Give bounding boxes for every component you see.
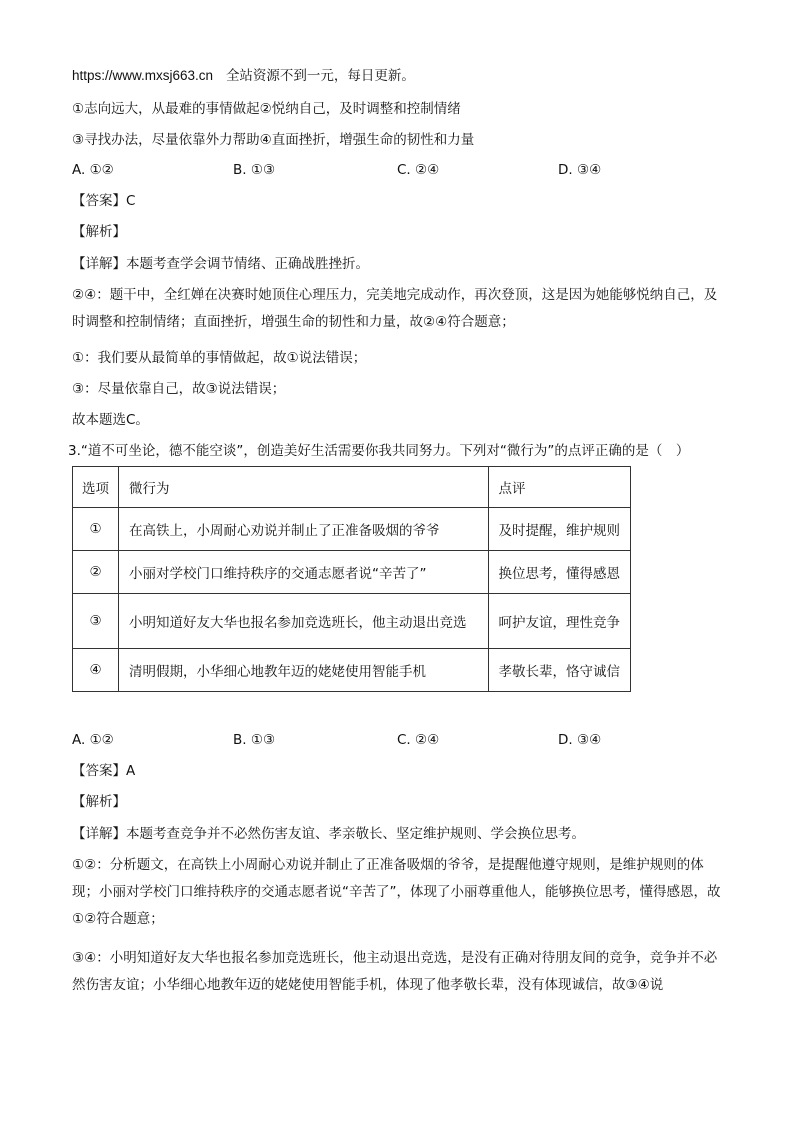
answer-label: 【答案】 [72,763,126,779]
q2-explanation-point-3: ③：尽量依靠自己，故③说法错误； [72,381,286,397]
table-row [73,508,631,551]
answer-value: A [126,763,136,779]
table-cell-option: ④ [73,649,119,692]
table-row [73,649,631,692]
q3-explanation-para-1: ①②：分析题文，在高铁上小周耐心劝说并制止了正准备吸烟的爷爷，是提醒他遵守规则，是维护规则的体现；小丽对学校门口维持秩序的交通志愿者说“辛苦了”，体现了小丽尊重他人，能够换位思考，懂得感恩，故①②符合题意； [72,857,721,927]
table-header: 微行为 [119,467,489,508]
table-header: 选项 [73,467,119,508]
q2-statement-1: ①志向远大，从最难的事情做起②悦纳自己，及时调整和控制情绪 [72,101,461,117]
answer-value: C [126,193,136,209]
table-cell-option: ① [73,508,119,551]
q2-statement-2: ③寻找办法，尽量依靠外力帮助④直面挫折，增强生命的韧性和力量 [72,132,475,148]
q3-detail: 【详解】本题考查竞争并不必然伤害友谊、孝亲敬长、坚定维护规则、学会换位思考。 [72,826,585,842]
table-cell-behavior: 清明假期，小华细心地教年迈的姥姥使用智能手机 [119,649,489,692]
table-cell-behavior: 小丽对学校门口维持秩序的交通志愿者说“辛苦了” [119,551,489,594]
table-cell-behavior: 小明知道好友大华也报名参加竞选班长，他主动退出竞选 [119,594,489,649]
answer-label: 【答案】 [72,193,126,209]
q2-explanation-para: ②④：题干中，全红婵在决赛时她顶住心理压力，完美地完成动作，再次登顶，这是因为她能够悦纳自己，及时调整和控制情绪；直面挫折，增强生命的韧性和力量，故②④符合题意； [72,287,718,330]
q3-table [72,466,631,692]
table-row [73,594,631,649]
q3-options [72,730,726,750]
q3-option-b: B. ①③ [233,732,276,748]
q2-explanation-point-1: ①：我们要从最简单的事情做起，故①说法错误； [72,350,367,366]
q2-option-b: B. ①③ [233,162,276,178]
q3-answer [72,761,135,781]
table-cell-option: ③ [73,594,119,649]
q3-option-a: A. ①② [72,732,114,748]
source-header [72,66,415,86]
table-cell-comment: 呵护友谊，理性竞争 [488,594,631,649]
source-url[interactable]: https://www.mxsj663.cn [72,68,214,83]
table-cell-comment: 换位思考，懂得感恩 [488,551,631,594]
q2-option-c: C. ②④ [397,162,440,178]
table-header: 点评 [488,467,631,508]
q3-option-c: C. ②④ [397,732,440,748]
table-cell-comment: 及时提醒，维护规则 [488,508,631,551]
table-cell-behavior: 在高铁上，小周耐心劝说并制止了正准备吸烟的爷爷 [119,508,489,551]
q2-conclusion: 故本题选C。 [72,412,149,428]
table-header-row [73,467,631,508]
q3-explanation-para-2: ③④：小明知道好友大华也报名参加竞选班长，他主动退出竞选，是没有正确对待朋友间的竞争，竞争并不必然伤害友谊；小华细心地教年迈的姥姥使用智能手机，体现了他孝敬长辈，没有体现诚信，故③④说 [72,950,718,993]
table-cell-comment: 孝敬长辈，恪守诚信 [488,649,631,692]
q2-option-d: D. ③④ [558,162,602,178]
table-row [73,551,631,594]
source-note: 全站资源不到一元，每日更新。 [225,68,415,84]
q2-answer [72,191,135,211]
q2-option-a: A. ①② [72,162,114,178]
q2-options [72,160,726,180]
q2-detail: 【详解】本题考查学会调节情绪、正确战胜挫折。 [72,256,369,272]
q3-analysis-label: 【解析】 [72,794,126,810]
q3-stem: 3.“道不可坐论，德不能空谈”，创造美好生活需要你我共同努力。下列对“微行为”的点评正确的是（ ） [68,443,690,459]
q2-analysis-label: 【解析】 [72,224,126,240]
q3-option-d: D. ③④ [558,732,602,748]
table-cell-option: ② [73,551,119,594]
